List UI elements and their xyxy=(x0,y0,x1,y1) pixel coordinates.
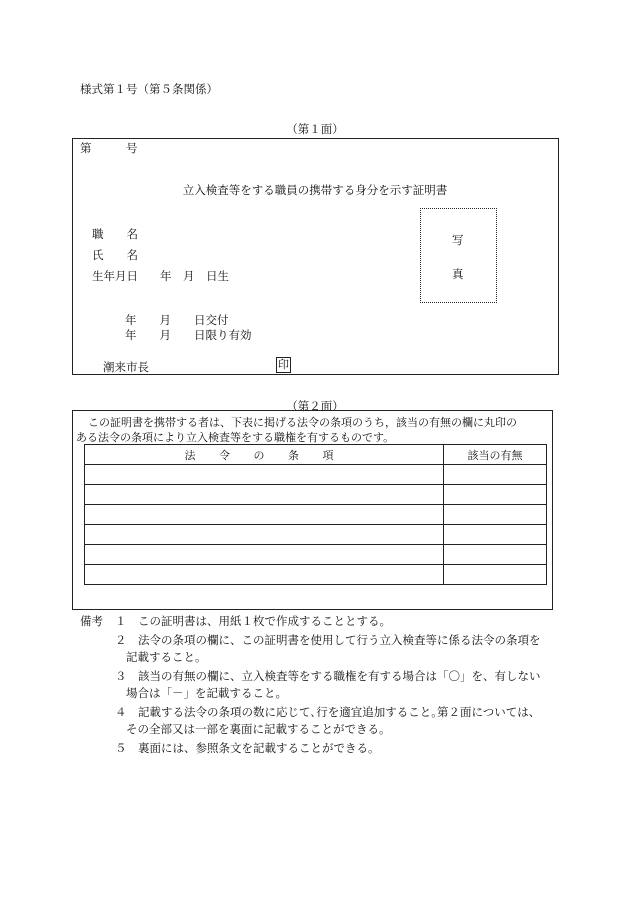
certificate-title: 立入検査等をする職員の携帯する身分を示す証明書 xyxy=(182,183,448,197)
remark-number: ２ xyxy=(115,633,127,647)
cell-law-clause xyxy=(85,465,444,485)
remark-text: 法令の条項の欄に、この証明書を使用して行う立入検査等に係る法令の条項を xyxy=(138,633,541,647)
remark-text: 場合は「－」を記載すること。 xyxy=(126,686,287,700)
seal-mark: 印 xyxy=(278,358,289,371)
header-law-clause: 法 令 の 条 項 xyxy=(85,445,444,465)
photo-label-1: 写 xyxy=(452,233,464,247)
cell-applicable xyxy=(444,505,547,525)
remark-text: 記載する法令の条項の数に応じて､行を適宜追加すること｡第２面については、 xyxy=(138,705,541,719)
field-label-title: 職 名 xyxy=(92,227,138,241)
valid-until-date: 年 月 日限り有効 xyxy=(125,328,252,342)
cell-applicable xyxy=(444,465,547,485)
table-row xyxy=(85,485,547,505)
face2-caption: （第２面） xyxy=(286,399,344,413)
number-label-1: 第 xyxy=(80,141,92,155)
photo-box xyxy=(420,208,497,303)
cell-law-clause xyxy=(85,565,444,585)
remark-text: 該当の有無の欄に、立入検査等をする職権を有する場合は「〇」を、有しない xyxy=(138,669,541,683)
field-value-birthdate: 年 月 日生 xyxy=(160,269,229,283)
law-table xyxy=(84,444,547,585)
remark-number: １ xyxy=(115,614,127,628)
cell-applicable xyxy=(444,545,547,565)
table-row xyxy=(85,545,547,565)
face1-caption: （第１面） xyxy=(286,122,344,136)
photo-label-2: 真 xyxy=(452,267,464,281)
table-header-row xyxy=(85,445,547,465)
field-label-birthdate: 生年月日 xyxy=(92,269,138,283)
remark-number: ４ xyxy=(115,705,127,719)
cell-law-clause xyxy=(85,545,444,565)
cell-applicable xyxy=(444,565,547,585)
cell-law-clause xyxy=(85,525,444,545)
table-row xyxy=(85,525,547,545)
table-row xyxy=(85,505,547,525)
remark-text: その全部又は一部を裏面に記載することができる。 xyxy=(126,722,391,736)
cell-applicable xyxy=(444,525,547,545)
remarks-label: 備考 xyxy=(80,614,103,628)
cell-law-clause xyxy=(85,485,444,505)
issuer: 潮来市長 xyxy=(103,360,149,374)
header-applicable: 該当の有無 xyxy=(444,445,547,465)
intro-line-1: この証明書を携帯する者は、下表に掲げる法令の条項のうち，該当の有無の欄に丸印の xyxy=(88,416,517,429)
cell-applicable xyxy=(444,485,547,505)
table-row xyxy=(85,565,547,585)
remark-number: ３ xyxy=(115,669,127,683)
remark-text: 裏面には、参照条文を記載することができる。 xyxy=(138,741,380,755)
intro-line-2: ある法令の条項により立入検査等をする職権を有するものです。 xyxy=(76,431,395,444)
remark-number: ５ xyxy=(115,741,127,755)
remark-text: この証明書は、用紙１枚で作成することとする。 xyxy=(138,614,391,628)
table-row xyxy=(85,465,547,485)
remark-text: 記載すること。 xyxy=(126,650,207,664)
form-title: 様式第１号（第５条関係） xyxy=(80,82,218,96)
cell-law-clause xyxy=(85,505,444,525)
field-label-name: 氏 名 xyxy=(92,248,138,262)
number-label-2: 号 xyxy=(126,141,138,155)
issued-date: 年 月 日交付 xyxy=(125,313,229,327)
